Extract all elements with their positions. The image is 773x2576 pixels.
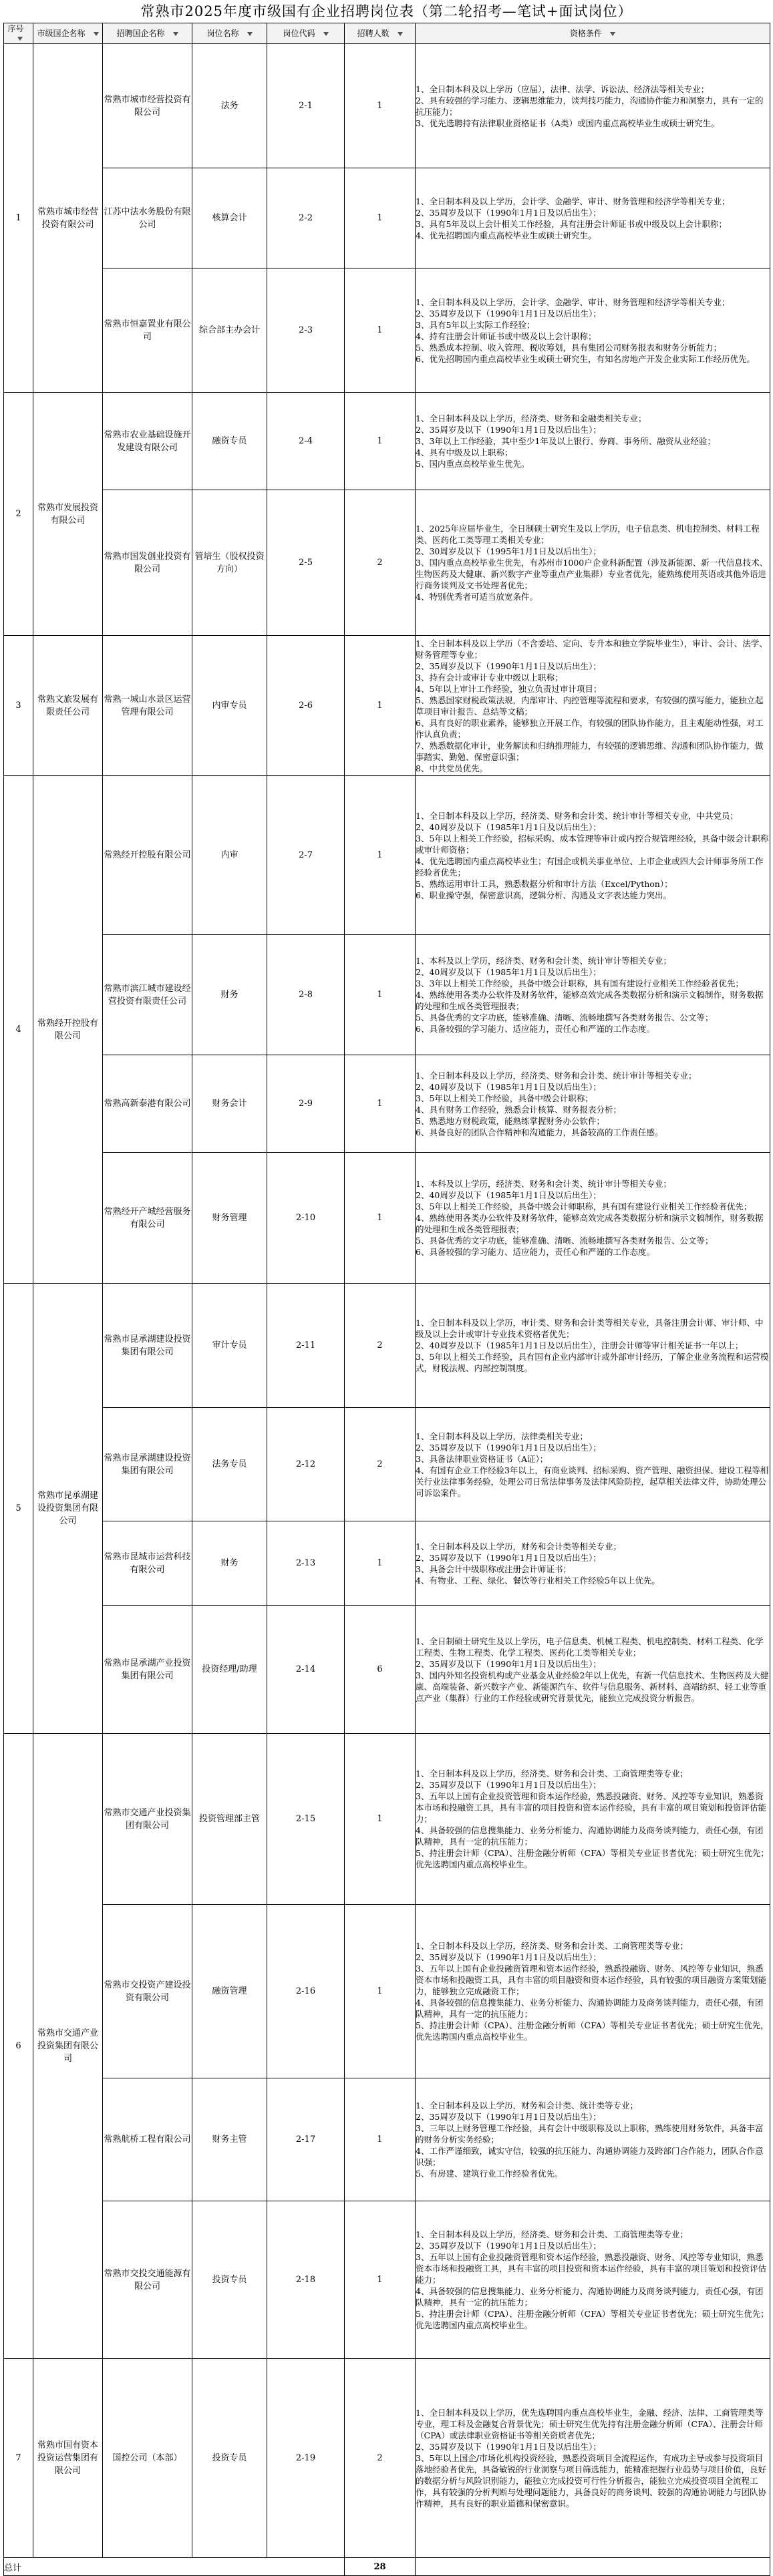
- requirement-line: 5、有房建、建筑行业工作经验者优先。: [416, 2169, 563, 2179]
- post-code: 2-8: [267, 935, 345, 1055]
- filter-dropdown-icon[interactable]: [247, 32, 253, 36]
- filter-dropdown-icon[interactable]: [610, 32, 615, 36]
- group-city-soe-name: 常熟市城市经营投资有限公司: [33, 44, 103, 393]
- requirement-line: 6、具备良好的团队合作精神和沟通能力，具备较高的工作责任感。: [416, 1127, 663, 1137]
- post-name: 投资专员: [192, 2359, 267, 2558]
- requirements-cell: [416, 2201, 770, 2359]
- filter-dropdown-icon[interactable]: [323, 32, 329, 36]
- table-row: [4, 2201, 770, 2359]
- requirement-line: 1、全日制硕士研究生及以上学历，电子信息类、机械工程类、机电控制类、材料工程类、化学工程类、生物工程类、化学工程类、医药化工类等相关专业；: [416, 1636, 764, 1658]
- requirements-cell: [416, 2078, 770, 2201]
- hiring-company: 常熟市农业基础设施开发建设有限公司: [103, 393, 192, 490]
- table-row: [4, 636, 770, 776]
- table-row: [4, 776, 770, 935]
- post-name: 内审专员: [192, 636, 267, 776]
- requirement-line: 2、35周岁及以下（1990年1月1日及以后出生）；: [416, 661, 601, 671]
- requirement-line: 6、优先招聘国内重点高校毕业生或硕士研究生，有知名房地产开发企业实际工作经历优先。: [416, 353, 755, 364]
- requirements-cell: [416, 1153, 770, 1284]
- hire-count: 1: [345, 1905, 416, 2078]
- requirement-line: 4、具有财务工作经验，熟悉会计核算、财务报表分析；: [416, 1104, 621, 1115]
- group-number: 5: [4, 1284, 33, 1734]
- requirement-line: 4、有物业、工程、绿化、餐饮等行业相关工作经验5年以上优先。: [416, 1575, 660, 1586]
- table-row: [4, 1284, 770, 1408]
- requirement-line: 3、三年以上财务管理工作经验，具有会计中级职称及以上职称，熟练使用财务软件，具备丰富的财务分析实务经验；: [416, 2123, 764, 2145]
- header-post[interactable]: 岗位名称: [192, 23, 267, 44]
- requirement-line: 5、熟练运用审计工具，熟悉数据分析和审计方法（Excel/Python）；: [416, 878, 673, 889]
- recruitment-table: [3, 23, 770, 2576]
- requirement-line: 4、优先选聘国内重点高校毕业生；有国企或机关事业单位、上市企业或四大会计师事务所工作经验者优先；: [416, 856, 764, 878]
- requirement-line: 1、全日制本科及以上学历，经济类、财务和会计类、统计审计等相关专业，中共党员；: [416, 810, 738, 821]
- requirement-line: 6、职业操守强，保密意识高，逻辑分析、沟通及文字表达能力突出。: [416, 890, 671, 900]
- hiring-company: 常熟市交投交通能源有限公司: [103, 2201, 192, 2359]
- table-row: [4, 44, 770, 168]
- table-row: [4, 1521, 770, 1606]
- requirement-line: 7、熟悉数据化审计，业务解读和归纳推理能力，有较强的逻辑思维、沟通和团队协作能力，做事踏实、勤勉、保密意识强；: [416, 740, 764, 762]
- table-row: [4, 168, 770, 268]
- group-number: 4: [4, 776, 33, 1284]
- requirement-line: 2、35周岁及以下（1990年1月1日及以后出生）；: [416, 1442, 601, 1453]
- requirement-line: 1、全日制本科及以上学历，优先选聘国内重点高校毕业生，金融、经济、法律、工商管理类等专业，理工科及金融复合背景优先；硕士研究生优先持有注册金融分析师（CFA）、注册会计师（CPA）或法律职业资格证书等相关资质者优先；: [416, 2408, 764, 2440]
- hiring-company: 常熟市交通产业投资集团有限公司: [103, 1734, 192, 1905]
- post-name: 投资经理/助理: [192, 1606, 267, 1734]
- hire-count: 1: [345, 393, 416, 490]
- post-name: 财务: [192, 935, 267, 1055]
- requirements-cell: [416, 1905, 770, 2078]
- requirement-line: 4、具备较强的信息搜集能力、业务分析能力、沟通协调能力及商务谈判能力，责任心强，有团队精神，具有一定的抗压能力；: [416, 2286, 764, 2308]
- requirements-cell: [416, 776, 770, 935]
- post-code: 2-10: [267, 1153, 345, 1284]
- requirement-line: 4、5年以上审计工作经验，独立负责过审计项目；: [416, 683, 602, 694]
- hire-count: 2: [345, 1408, 416, 1521]
- requirement-line: 4、有国有企业工作经验3年以上，有商业谈判、招标采购、资产管理、融资担保、建设工程等相关行业法律事务经验，处理公司日常法律事务及法律风险防控，起草相关法律文件，协助处理公司诉讼案件。: [416, 1465, 769, 1498]
- requirements-cell: [416, 1521, 770, 1606]
- requirement-line: 5、熟悉地方财税政策，能熟练掌握财务办公软件；: [416, 1115, 605, 1126]
- requirement-line: 2、具有较强的学习能力、逻辑思维能力，谈判技巧能力，沟通协作能力和洞察力，具有一定的抗压能力；: [416, 95, 764, 117]
- requirement-line: 2、40周岁及以下（1985年1月1日及以后出生）；: [416, 967, 601, 977]
- post-code: 2-11: [267, 1284, 345, 1408]
- requirement-line: 5、持注册会计师（CPA）、注册金融分析师（CFA）等相关专业证书者优先；硕士研究生优先；优先选聘国内重点高校毕业生。: [416, 1848, 769, 1869]
- requirement-line: 1、2025年应届毕业生，全日制硕士研究生及以上学历，电子信息类、机电控制类、材料工程类、医药化工类等理工类相关专业；: [416, 524, 760, 545]
- requirement-line: 5、具备优秀的文字功底，能够准确、清晰、流畅地撰写各类财务报告、公文等；: [416, 1236, 714, 1246]
- requirement-line: 3、具有5年以上实际工作经验；: [416, 319, 535, 330]
- post-code: 2-19: [267, 2359, 345, 2558]
- requirements-cell: [416, 2359, 770, 2558]
- group-number: 1: [4, 44, 33, 393]
- filter-dropdown-icon[interactable]: [398, 32, 403, 36]
- requirements-cell: [416, 168, 770, 268]
- requirement-line: 1、本科及以上学历，经济类、财务和会计类、统计审计等相关专业；: [416, 956, 671, 966]
- table-row: [4, 1153, 770, 1284]
- requirement-line: 3、具有5年及以上会计相关工作经验，具有注册会计师证书或中级及以上会计职称；: [416, 218, 727, 229]
- hire-count: 1: [345, 2201, 416, 2359]
- hiring-company: 常熟市交投资产建设投资有限公司: [103, 1905, 192, 2078]
- requirement-line: 1、全日制本科及以上学历，会计学、金融学、审计、财务管理和经济学等相关专业；: [416, 196, 730, 206]
- requirement-line: 3、五年以上国有企业投资管理和资本运作经验，熟悉投融资、财务、风控等专业知识，熟悉资本市场和投融资工具，具有丰富的项目投资和资本运作经验，具有丰富的项目策划和投资评估能力；: [416, 1791, 767, 1824]
- group-number: 2: [4, 393, 33, 636]
- hire-count: 6: [345, 1606, 416, 1734]
- requirement-line: 5、持注册会计师（CPA）、注册金融分析师（CFA）等相关专业证书者优先；硕士研究生优先，优先选聘国内重点高校毕业生。: [416, 2020, 769, 2042]
- post-name: 法务专员: [192, 1408, 267, 1521]
- requirements-cell: [416, 1055, 770, 1153]
- hiring-company: 常熟市国发创业投资有限公司: [103, 490, 192, 636]
- requirement-line: 6、具备较强的学习能力、适应能力，责任心和严谨的工作态度。: [416, 1024, 655, 1034]
- hire-count: 1: [345, 1055, 416, 1153]
- requirements-cell: [416, 1606, 770, 1734]
- post-code: 2-17: [267, 2078, 345, 2201]
- hire-count: 1: [345, 268, 416, 393]
- requirement-line: 1、全日制本科及以上学历，法律类相关专业；: [416, 1431, 588, 1441]
- hiring-company: 常熟一城山水景区运营管理有限公司: [103, 636, 192, 776]
- post-name: 投资专员: [192, 2201, 267, 2359]
- requirement-line: 4、工作严谨细致，诚实守信，较强的抗压能力、沟通协调能力及跨部门合作能力，团队合作意识强；: [416, 2146, 764, 2167]
- post-code: 2-4: [267, 393, 345, 490]
- requirement-line: 1、全日制本科及以上学历，审计类、财务和会计类等相关专业，具备注册会计师、审计师、中级及以上会计或审计专业技术资格者优先；: [416, 1318, 764, 1339]
- requirements-cell: [416, 935, 770, 1055]
- requirement-line: 2、35周岁及以下（1990年1月1日及以后出生）；: [416, 1780, 601, 1790]
- requirement-line: 3、五年以上国有企业投融资管理和资本运作经验，熟悉投融资、财务、风控等专业知识，熟悉资本市场和投融资工具，具有丰富的项目融资和资本运作经验，具有较强的项目融资方案策划能力，能够独立完成融资工作；: [416, 1964, 767, 1996]
- table-row: [4, 1734, 770, 1905]
- requirement-line: 1、全日制本科及以上学历，会计学、金融学、审计、财务管理和经济学等相关专业；: [416, 297, 730, 307]
- requirement-line: 2、35周岁及以下（1990年1月1日及以后出生）；: [416, 2442, 601, 2452]
- requirement-line: 1、全日制本科及以上学历，财务和会计类等相关专业；: [416, 1541, 621, 1551]
- header-row: [4, 23, 770, 44]
- requirement-line: 2、35周岁及以下（1990年1月1日及以后出生）；: [416, 1552, 601, 1563]
- hiring-company: 常熟市城市经营投资有限公司: [103, 44, 192, 168]
- total-count: 28: [345, 2558, 416, 2576]
- requirement-line: 3、5年以上国企/市场化机构投资经验，熟悉投资项目全流程运作，有成功主导或参与投资项目落地经验者优先，具备敏锐的行业洞察与项目筛选能力，能精准把握行业趋势与项目价值，良好的数据分析与风险识别能力，能独立完成投资可行性分析报告，能独立完成投资项目全流程工作，具有较强的分析判断与处理问题能力，具备良好的商务谈判、较强的沟通协调能力与团队协作精神，具有良好的职业道德和保密意识。: [416, 2453, 767, 2509]
- requirements-cell: [416, 44, 770, 168]
- requirement-line: 2、35周岁及以下（1990年1月1日及以后出生）；: [416, 425, 601, 435]
- hire-count: 1: [345, 935, 416, 1055]
- post-name: 融资专员: [192, 393, 267, 490]
- post-name: 审计专员: [192, 1284, 267, 1408]
- table-row: [4, 2078, 770, 2201]
- group-city-soe-name: 常熟市昆承湖建设投资集团有限公司: [33, 1284, 103, 1734]
- table-row: [4, 1905, 770, 2078]
- post-name: 财务: [192, 1521, 267, 1606]
- post-code: 2-7: [267, 776, 345, 935]
- hiring-company: 常熟市昆承湖建设投资集团有限公司: [103, 1408, 192, 1521]
- total-empty-cell: [416, 2558, 770, 2576]
- hiring-company: 常熟市恒嘉置业有限公司: [103, 268, 192, 393]
- requirement-line: 3、优先选聘持有法律职业资格证书（A类）或国内重点高校毕业生或硕士研究生。: [416, 118, 720, 128]
- requirement-line: 4、特别优秀者可适当放宽条件。: [416, 592, 538, 602]
- total-label: 总计: [4, 2558, 345, 2576]
- requirement-line: 2、40周岁及以下（1985年1月1日及以后出生）；: [416, 821, 601, 832]
- requirement-line: 3、5年以上相关工作经验，招标采购、成本管理等审计或内控合规管理经验，具备中级会计职称或审计师资格；: [416, 833, 769, 855]
- requirement-line: 3、国内外知名投资机构或产业基金从业经验2年以上优先，有新一代信息技术、生物医药及大健康、高端装备、新兴数字产业、新能源汽车、软件与信息服务、新材料、高端纺织、轻工业等重点产业（集群）行业的工作经验或研究背景优先，能独立完成投资分析报告。: [416, 1670, 769, 1703]
- post-name: 财务主管: [192, 2078, 267, 2201]
- requirement-line: 3、具备会计中级职称或注册会计师证书；: [416, 1563, 571, 1574]
- requirement-line: 4、具备较强的信息搜集能力、业务分析能力、沟通协调能力及商务谈判能力，责任心强，有团队精神，具有一定的抗压能力；: [416, 1825, 764, 1847]
- requirement-line: 2、40周岁及以下（1985年1月1日及以后出生）；: [416, 1190, 601, 1200]
- header-no[interactable]: 序号: [4, 23, 33, 44]
- requirement-line: 6、具有良好的职业素养，能够独立开展工作，有较强的团队协作能力，且主观能动性强，对工作认真负责；: [416, 717, 764, 739]
- group-city-soe-name: 常熟市国有资本投资运营集团有限公司: [33, 2359, 103, 2558]
- header-city-soe[interactable]: 市级国企名称: [33, 23, 103, 44]
- requirement-line: 1、全日制本科及以上学历，经济类、财务和会计类、工商管理类等专业；: [416, 2229, 688, 2239]
- requirement-line: 4、熟练使用各类办公软件及财务软件，能够高效完成各类数据分析和演示文稿制作，财务数据的处理和生成各类管理报表；: [416, 1213, 764, 1234]
- requirement-line: 1、全日制本科及以上学历，财务和会计类、统计类等专业；: [416, 2100, 638, 2110]
- post-name: 融资管理: [192, 1905, 267, 2078]
- requirement-line: 1、全日制本科及以上学历，经济类、财务和会计类、工商管理类等专业；: [416, 1769, 688, 1779]
- hiring-company: 常熟市昆承湖建设投资集团有限公司: [103, 1284, 192, 1408]
- requirement-line: 5、熟悉国家财税政策法规，内部审计、内控管理等流程和要求，有较强的撰写能力，能独立起草项目审计报告、总结等文稿；: [416, 695, 764, 717]
- page-title: 常熟市2025年度市级国有企业招聘岗位表（第二轮招考—笔试+面试岗位）: [140, 3, 633, 19]
- requirement-line: 4、优先招聘国内重点高校毕业生或硕士研究生。: [416, 230, 597, 240]
- requirement-line: 6、具备较强的学习能力、适应能力，责任心和严谨的工作态度。: [416, 1247, 655, 1257]
- requirement-line: 1、全日制本科及以上学历，经济类、财务和会计类、工商管理类等专业；: [416, 1941, 688, 1951]
- requirement-line: 1、全日制本科及以上学历（应届），法律、法学、诉讼法、经济法等相关专业；: [416, 83, 710, 94]
- requirement-line: 5、具备优秀的文字功底，能够准确、清晰、流畅地撰写各类财务报告、公文等；: [416, 1013, 714, 1023]
- post-name: 内审: [192, 776, 267, 935]
- table-row: [4, 1055, 770, 1153]
- post-code: 2-15: [267, 1734, 345, 1905]
- post-code: 2-3: [267, 268, 345, 393]
- requirement-line: 3、五年以上国有企业投融资管理和资本运作经验，熟悉投融资、财务、风控等专业知识，熟悉资本市场和投融资工具，具有丰富的项目投资和资本运作经验，具有丰富的项目策划和投资评估能力；: [416, 2252, 767, 2285]
- hire-count: 1: [345, 44, 416, 168]
- requirements-cell: [416, 1408, 770, 1521]
- table-row: [4, 2359, 770, 2558]
- hiring-company: 江苏中法水务股份有限公司: [103, 168, 192, 268]
- table-row: [4, 1606, 770, 1734]
- post-code: 2-14: [267, 1606, 345, 1734]
- group-number: 7: [4, 2359, 33, 2558]
- requirement-line: 2、35周岁及以下（1990年1月1日及以后出生）；: [416, 2241, 601, 2251]
- requirements-cell: [416, 1284, 770, 1408]
- requirement-line: 4、持有注册会计师证书或中级及以上会计职称；: [416, 331, 597, 341]
- hire-count: 2: [345, 490, 416, 636]
- hiring-company: 国控公司（本部）: [103, 2359, 192, 2558]
- group-city-soe-name: 常熟经开控股有限公司: [33, 776, 103, 1284]
- total-row: [4, 2558, 770, 2576]
- requirements-cell: [416, 393, 770, 490]
- requirements-cell: [416, 268, 770, 393]
- table-row: [4, 268, 770, 393]
- hiring-company: 常熟市昆城市运营科技有限公司: [103, 1521, 192, 1606]
- post-code: 2-6: [267, 636, 345, 776]
- requirement-line: 3、5年以上相关工作经验，具备中级会计师职称，具有国有建设行业相关工作经验者优先；: [416, 1202, 752, 1212]
- hire-count: 2: [345, 2359, 416, 2558]
- requirement-line: 4、熟练使用各类办公软件及财务软件，能够高效完成各类数据分析和演示文稿制作，财务数据的处理和生成各类管理报表；: [416, 990, 764, 1011]
- header-hiring-soe[interactable]: 招聘国企名称: [103, 23, 192, 44]
- hiring-company: 常熟航桥工程有限公司: [103, 2078, 192, 2201]
- requirement-line: 3、5年以上相关工作经验，具备中级会计职称；: [416, 1093, 593, 1103]
- post-name: 管培生（股权投资方向）: [192, 490, 267, 636]
- hiring-company: 常熟市滨江城市建设经营投资有限责任公司: [103, 935, 192, 1055]
- hire-count: 1: [345, 2078, 416, 2201]
- post-code: 2-2: [267, 168, 345, 268]
- requirement-line: 1、本科及以上学历，经济类、财务和会计类、统计审计等相关专业；: [416, 1179, 671, 1189]
- requirement-line: 2、35周岁及以下（1990年1月1日及以后出生）；: [416, 2112, 601, 2122]
- filter-dropdown-icon[interactable]: [94, 32, 99, 36]
- hiring-company: 常熟经开控股有限公司: [103, 776, 192, 935]
- hire-count: 1: [345, 1521, 416, 1606]
- table-row: [4, 393, 770, 490]
- post-code: 2-1: [267, 44, 345, 168]
- requirement-line: 2、35周岁及以下（1990年1月1日及以后出生）；: [416, 207, 601, 218]
- requirements-cell: [416, 1734, 770, 1905]
- group-city-soe-name: 常熟市发展投资有限公司: [33, 393, 103, 636]
- requirement-line: 4、具备较强的信息搜集能力、业务分析能力、沟通协调能力及商务谈判能力，责任心强，有团队精神，具有一定的抗压能力；: [416, 1998, 764, 2019]
- requirement-line: 3、国内重点高校毕业生优先，有苏州市1000户企业科新配置（涉及新能源、新一代信息技术、生物医药及大健康、新兴数字产业等重点产业集群）专业者优先，能熟练使用英语或其他外语进行商务谈判及文书处理者优先；: [416, 558, 768, 590]
- group-city-soe-name: 常熟市交通产业投资集团有限公司: [33, 1734, 103, 2359]
- requirement-line: 2、40周岁及以下（1985年1月1日及以后出生），注册会计师等审计相关证书一年以上；: [416, 1340, 744, 1350]
- post-name: 核算会计: [192, 168, 267, 268]
- header-code[interactable]: 岗位代码: [267, 23, 345, 44]
- requirement-line: 1、全日制本科及以上学历，经济类、财务和会计类、统计审计等相关专业；: [416, 1070, 697, 1081]
- requirement-line: 5、持注册会计师（CPA）、注册金融分析师（CFA）等相关专业证书者优先；硕士研究生优先；优先选聘国内重点高校毕业生。: [416, 2309, 769, 2330]
- requirement-line: 4、具有中级及以上职称；: [416, 447, 513, 457]
- requirement-line: 1、全日制本科及以上学历，经济类、财务和金融类相关专业；: [416, 413, 647, 423]
- requirement-line: 3、具备法律职业资格证书（A证）；: [416, 1453, 549, 1464]
- post-name: 投资管理部主管: [192, 1734, 267, 1905]
- hire-count: 2: [345, 1284, 416, 1408]
- post-code: 2-5: [267, 490, 345, 636]
- requirement-line: 2、35周岁及以下（1990年1月1日及以后出生）；: [416, 1658, 601, 1669]
- requirement-line: 2、30周岁及以下（1995年1月1日及以后出生）；: [416, 546, 601, 556]
- requirement-line: 2、35周岁及以下（1990年1月1日及以后出生）；: [416, 1952, 601, 1962]
- post-code: 2-16: [267, 1905, 345, 2078]
- requirement-line: 3、3年以上工作经验，其中至少1年及以上银行、券商、事务所、融资从业经验；: [416, 436, 716, 446]
- requirements-cell: [416, 490, 770, 636]
- requirement-line: 3、3年以上相关工作经验，具备中级会计职称，具有国有建设行业相关工作经验者优先；: [416, 978, 744, 988]
- hire-count: 1: [345, 1153, 416, 1284]
- post-name: 法务: [192, 44, 267, 168]
- table-row: [4, 935, 770, 1055]
- post-code: 2-9: [267, 1055, 345, 1153]
- hire-count: 1: [345, 636, 416, 776]
- post-code: 2-12: [267, 1408, 345, 1521]
- group-city-soe-name: 常熟文旅发展有限责任公司: [33, 636, 103, 776]
- requirement-line: 3、5年以上相关工作经验，具有国有企业内部审计或外部审计经历，了解企业业务流程和运营模式，财税法规、内部控制制度。: [416, 1352, 769, 1373]
- header-count[interactable]: 招聘人数: [345, 23, 416, 44]
- header-requirements[interactable]: 资格条件: [416, 23, 770, 44]
- table-row: [4, 490, 770, 636]
- requirement-line: 3、持有会计或审计专业中级以上职称；: [416, 672, 563, 683]
- post-code: 2-18: [267, 2201, 345, 2359]
- requirement-line: 2、35周岁及以下（1990年1月1日及以后出生）；: [416, 308, 601, 319]
- requirement-line: 5、熟悉成本控制、收入管理、税收筹划，具有集团公司财务报表和财务分析能力；: [416, 342, 722, 353]
- post-name: 财务管理: [192, 1153, 267, 1284]
- requirement-line: 1、全日制本科及以上学历（不含委培、定向、专升本和独立学院毕业生），审计、会计、法学、财务管理等专业；: [416, 638, 768, 660]
- table-row: [4, 1408, 770, 1521]
- post-name: 综合部主办会计: [192, 268, 267, 393]
- hire-count: 1: [345, 1734, 416, 1905]
- requirement-line: 2、40周岁及以下（1985年1月1日及以后出生）；: [416, 1081, 601, 1092]
- hiring-company: 常熟高新泰港有限公司: [103, 1055, 192, 1153]
- filter-dropdown-icon[interactable]: [173, 32, 178, 36]
- post-code: 2-13: [267, 1521, 345, 1606]
- hiring-company: 常熟市昆承湖产业投资集团有限公司: [103, 1606, 192, 1734]
- hire-count: 1: [345, 776, 416, 935]
- requirement-line: 5、国内重点高校毕业生优先。: [416, 459, 530, 469]
- hiring-company: 常熟经开产城经营服务有限公司: [103, 1153, 192, 1284]
- filter-dropdown-icon[interactable]: [17, 37, 23, 41]
- requirements-cell: [416, 636, 770, 776]
- group-number: 6: [4, 1734, 33, 2359]
- requirement-line: 8、中共党员优先。: [416, 763, 488, 773]
- group-number: 3: [4, 636, 33, 776]
- post-name: 财务会计: [192, 1055, 267, 1153]
- hire-count: 1: [345, 168, 416, 268]
